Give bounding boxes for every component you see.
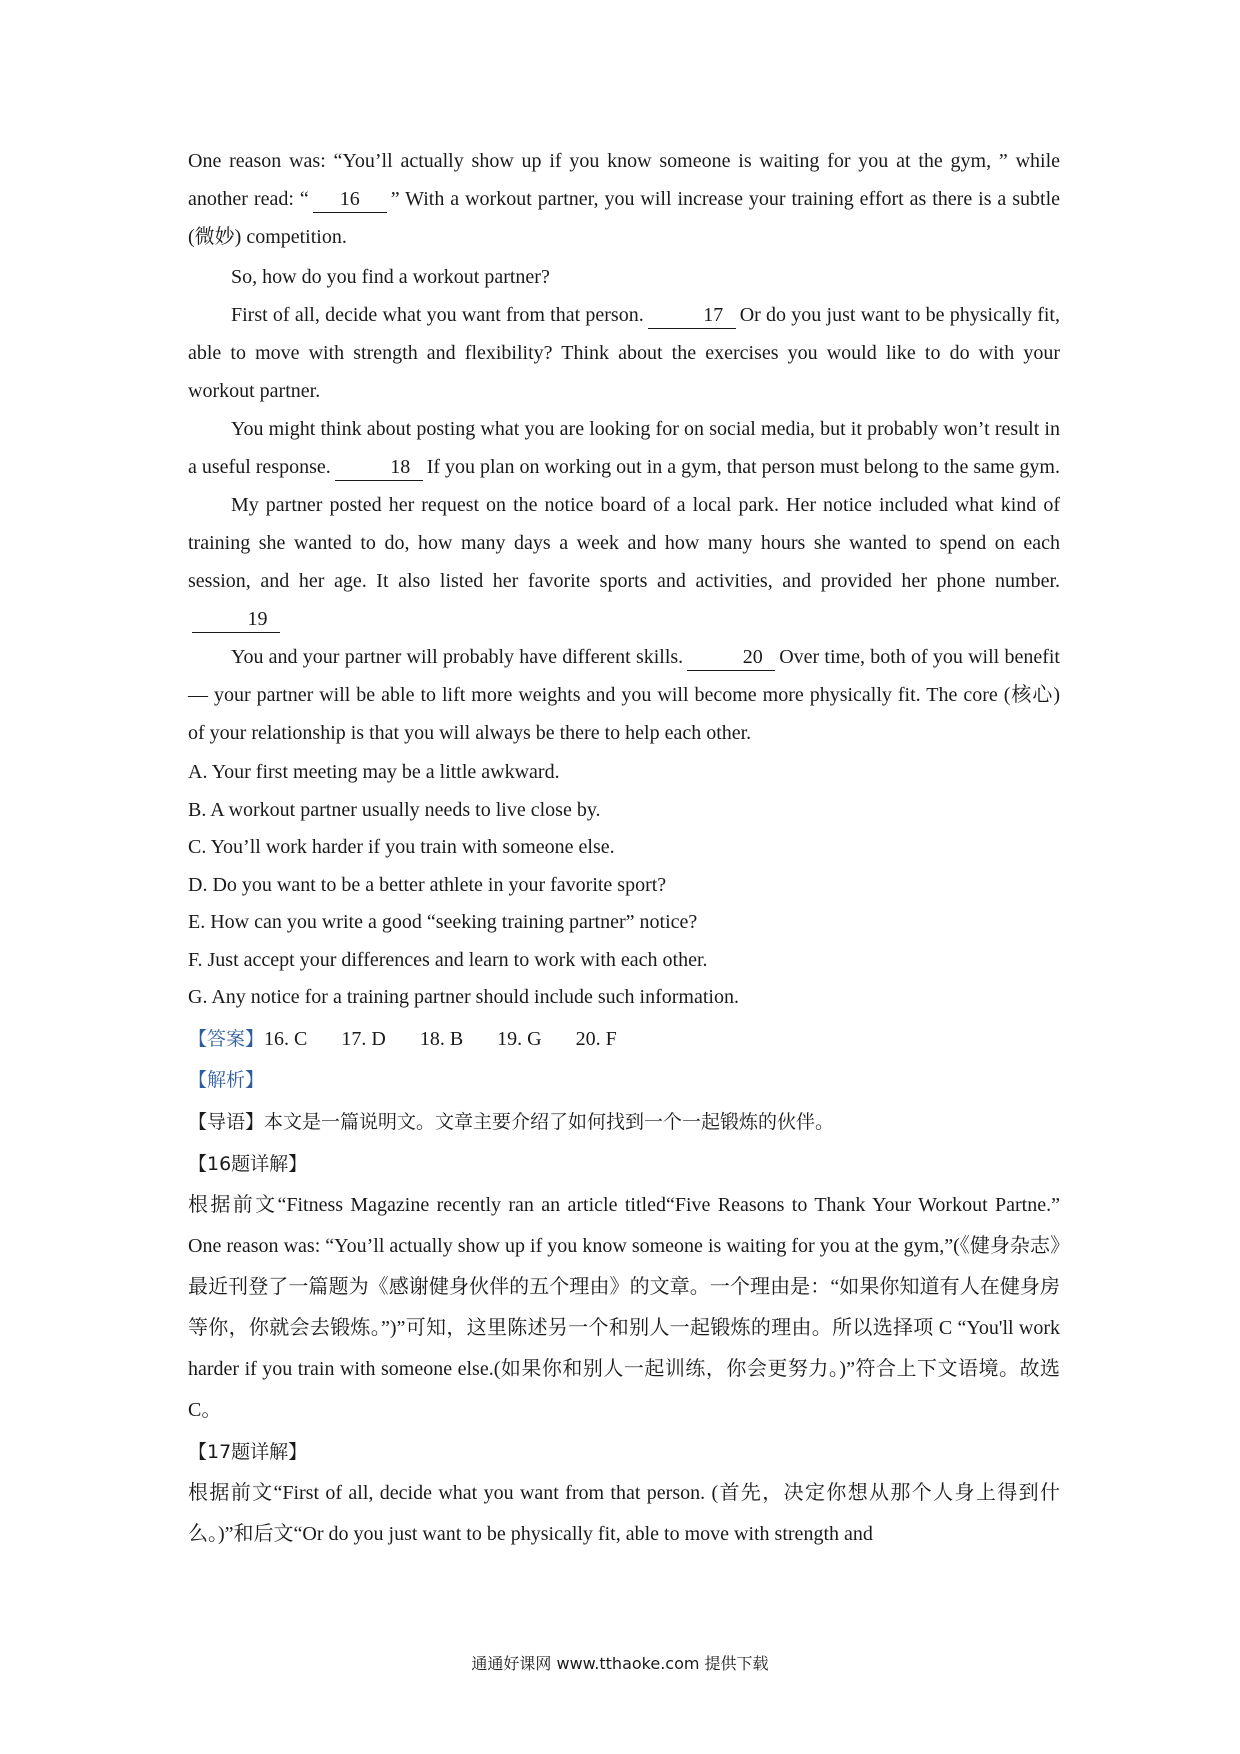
q16-explanation: 根据前文“Fitness Magazine recently ran an article titled“Five Reasons to Thank Your Workout Partne.” One reason was: “You’ll actually show up if you know someone is waiting for you at the gym,”(《健身杂志》最近刊登了一篇题为《感谢健身伙伴的五个理由》的文章。一个理由是：“如果你知道有人在健身房等你，你就会去锻炼。”)”可知，这里陈述另一个和别人一起锻炼的理由。所以选择项 C “You'll work harder if you train with someone else.(如果你和别人一起训练，你会更努力。)”符合上下文语境。故选 C。 bbox=[188, 1193, 1060, 1421]
answer-item: 16. C bbox=[264, 1027, 308, 1050]
passage-paragraph-4 bbox=[188, 410, 1060, 486]
analysis-tag: 【解析】 bbox=[188, 1068, 265, 1091]
answer-item: 18. B bbox=[419, 1027, 464, 1050]
answer-tag: 【答案】 bbox=[188, 1027, 265, 1050]
passage-text: First of all, decide what you want from that person. bbox=[231, 304, 644, 326]
blank-18: 18 bbox=[335, 454, 423, 481]
page-footer: 通通好课网 www.tthaoke.com 提供下载 bbox=[471, 1654, 769, 1673]
options-list bbox=[188, 754, 1060, 1017]
option-b: B. A workout partner usually needs to live close by. bbox=[188, 798, 601, 821]
answer-item: 19. G bbox=[497, 1027, 542, 1050]
passage-text: Or do you just want to be physically fit, able to move with strength and flexibility? Think about the exercises you would like to do with your workout partner. bbox=[188, 304, 1060, 402]
blank-20: 20 bbox=[687, 644, 775, 671]
passage-text: You might think about posting what you are looking for on social media, but it probably won’t result in a useful response. bbox=[188, 418, 1060, 478]
option-f: F. Just accept your differences and learn to work with each other. bbox=[188, 948, 708, 971]
answer-item: 20. F bbox=[575, 1027, 617, 1050]
guide-line: 【导语】本文是一篇说明文。文章主要介绍了如何找到一个一起锻炼的伙伴。 bbox=[188, 1110, 835, 1133]
q16-heading: 【16题详解】 bbox=[188, 1152, 308, 1175]
blank-19: 19 bbox=[192, 606, 280, 633]
q17-explanation: 根据前文“First of all, decide what you want from that person. (首先，决定你想从那个人身上得到什么。)”和后文“Or do you just want to be physically fit, able to move with strength and bbox=[188, 1481, 1060, 1545]
passage-paragraph-5 bbox=[188, 486, 1060, 638]
option-e: E. How can you write a good “seeking training partner” notice? bbox=[188, 911, 698, 933]
option-a: A. Your first meeting may be a little awkward. bbox=[188, 761, 560, 783]
passage-text: Over time, both of you will benefit — your partner will be able to lift more weights and you will become more physically fit. The core (核心) of your relationship is that you will always be there to help each other. bbox=[188, 646, 1060, 744]
q17-heading: 【17题详解】 bbox=[188, 1440, 308, 1463]
option-c: C. You’ll work harder if you train with someone else. bbox=[188, 836, 615, 858]
document-page bbox=[188, 142, 1060, 1555]
passage-paragraph-2: So, how do you find a workout partner? bbox=[231, 266, 550, 288]
blank-17: 17 bbox=[648, 302, 736, 329]
answer-line bbox=[188, 1019, 1060, 1059]
answer-item: 17. D bbox=[341, 1027, 386, 1050]
option-d: D. Do you want to be a better athlete in your favorite sport? bbox=[188, 873, 667, 896]
passage-text: ” With a workout partner, you will increase your training effort as there is a subtle (微妙) competition. bbox=[188, 188, 1060, 248]
blank-16: 16 bbox=[313, 186, 387, 213]
passage-text: My partner posted her request on the notice board of a local park. Her notice included what kind of training she wanted to do, how many days a week and how many hours she wanted to spend on each session, and her age. It also listed her favorite sports and activities, and provided her phone number. bbox=[188, 494, 1060, 592]
passage-text: You and your partner will probably have different skills. bbox=[231, 646, 684, 668]
passage-text: If you plan on working out in a gym, that person must belong to the same gym. bbox=[426, 456, 1060, 478]
passage-text: One reason was: “You’ll actually show up if you know someone is waiting for you at the gym, ” while another read: “ bbox=[188, 150, 1060, 210]
passage-paragraph-1 bbox=[188, 142, 1060, 256]
passage-paragraph-3 bbox=[188, 296, 1060, 410]
option-g: G. Any notice for a training partner should include such information. bbox=[188, 986, 739, 1008]
passage-paragraph-6 bbox=[188, 638, 1060, 752]
